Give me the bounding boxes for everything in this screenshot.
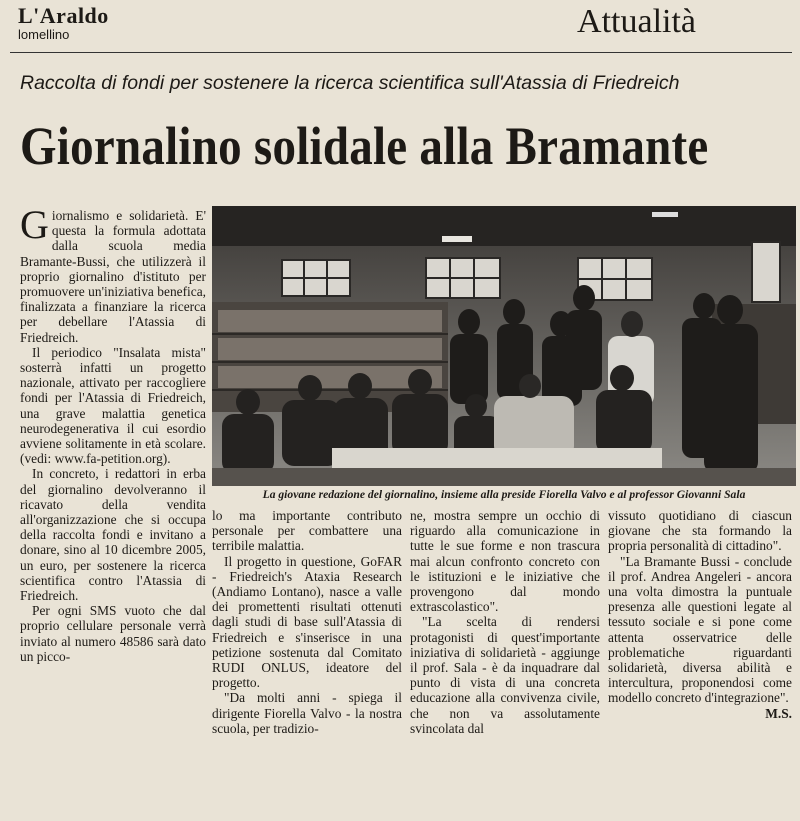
paragraph: Il periodico "Insalata mista" sosterrà infatti un progetto nazionale, attivato per raccogliere fondi per l'Atassia di Friedreich, una grave malattia genetica neurodegenerativa il cui esordio avviene solitamente in età scolare. (vedi: www.fa-petition.org). <box>20 344 206 467</box>
section-title: Attualità <box>577 3 696 40</box>
paper-name: L'Araldo <box>18 3 109 28</box>
article-column-4 <box>608 508 792 814</box>
paragraph: Il progetto in questione, GoFAR - Friedreich's Ataxia Research (Andiamo Lontano), nasce a valle dei promettenti risultati ottenuti dagli studi di base sull'Atassia di Friedreich e s'inserisce in una petizione sostenuta dal Comitato RUDI ONLUS, ideatore del progetto. <box>212 553 402 691</box>
paragraph: "La scelta di rendersi protagonisti di quest'importante iniziativa di solidarietà - aggiunge il prof. Sala - è da inquadrare dal punto di vista di una concreta educazione alla convivenza civile, che non va assolutamente svincolata dal <box>410 614 600 736</box>
paragraph: "Da molti anni - spiega il dirigente Fiorella Valvo - la nostra scuola, per tradizio- <box>212 690 402 736</box>
author-signature: M.S. <box>765 705 792 721</box>
article-column-1 <box>20 208 206 816</box>
paragraph: Per ogni SMS vuoto che dal proprio cellulare personale verrà inviato al numero 48586 sarà dato un picco- <box>20 603 206 664</box>
paragraph: In concreto, i redattori in erba del giornalino devolveranno il ricavato della vendita all'organizzazione che si occupa della raccolta fondi e invitano a donare, sino al 10 dicembre 2005, un euro, per sostenere la ricerca scientifica contro l'Atassia di Friedreich. <box>20 466 206 604</box>
paragraph <box>20 208 206 345</box>
masthead <box>18 4 109 42</box>
paragraph-text: iornalismo e solidarietà. E' questa la formula adottata dalla scuola media Bramante-Bussi, che utilizzerà il proprio giornalino d'istituto per promuovere un'iniziativa benefica, finalizzata a finanziare la ricerca per debellare l'Atassia di Friedreich. <box>20 208 206 345</box>
header-divider <box>10 52 792 53</box>
article-column-3 <box>410 508 600 814</box>
paragraph: lo ma importante contributo personale per combattere una terribile malattia. <box>212 508 402 554</box>
photo-caption: La giovane redazione del giornalino, insieme alla preside Fiorella Valvo e al professor Giovanni Sala <box>262 488 746 501</box>
paragraph: vissuto quotidiano di ciascun giovane che sta formando la propria personalità di cittadino". <box>608 508 792 554</box>
paragraph: "La Bramante Bussi - conclude il prof. Andrea Angeleri - ancora una volta dimostra la puntuale presenza alle questioni legate al tessuto sociale e si pone come attenta osservatrice delle problematiche riguardanti solidarietà, diversa abilità e intercultura, proponendosi come modello concreto d'integrazione". <box>608 553 792 706</box>
article-headline: Giornalino solidale alla Bramante <box>20 116 709 176</box>
photo-image <box>212 206 796 486</box>
group-photo <box>212 206 796 486</box>
drop-cap: G <box>20 208 49 247</box>
paper-subtitle: lomellino <box>18 27 70 42</box>
article-column-2 <box>212 508 402 814</box>
paragraph: ne, mostra sempre un occhio di riguardo alla comunicazione in tutte le sue forme e non trascura mai alcun confronto concreto con le istituzioni e le iniziative che provengono dal mondo extrascolastico". <box>410 508 600 615</box>
article-kicker: Raccolta di fondi per sostenere la ricerca scientifica sull'Atassia di Friedreich <box>20 72 680 94</box>
